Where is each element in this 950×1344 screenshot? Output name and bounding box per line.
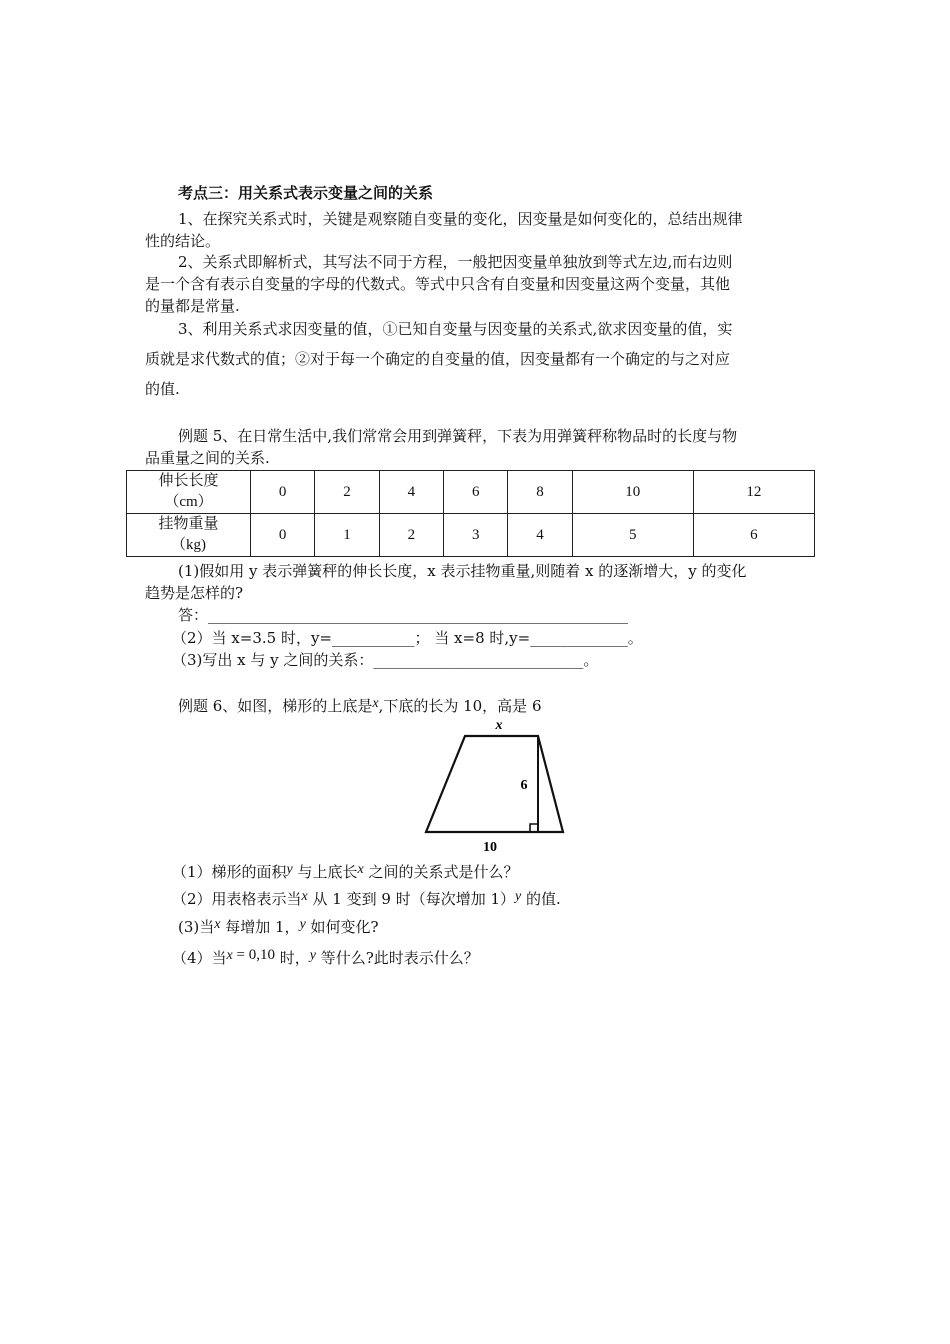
top-base-label: x bbox=[495, 718, 503, 733]
table-cell: 2 bbox=[379, 514, 443, 557]
table-cell: 4 bbox=[508, 514, 572, 557]
table-cell: 3 bbox=[444, 514, 508, 557]
paragraph-1-line-1: 1、在探究关系式时，关键是观察随自变量的变化，因变量是如何变化的，总结出规律 bbox=[178, 210, 743, 228]
example6-question-3: (3)当x 每增加 1，y 如何变化? bbox=[178, 917, 379, 936]
paragraph-3-line-3: 的值. bbox=[145, 380, 180, 398]
trapezoid-shape bbox=[426, 736, 563, 832]
paragraph-3-line-2: 质就是求代数式的值；②对于每一个确定的自变量的值，因变量都有一个确定的与之对应 bbox=[145, 350, 731, 368]
paragraph-1-line-2: 性的结论。 bbox=[145, 232, 221, 250]
table-header-weight: 挂物重量 （kg) bbox=[127, 514, 251, 557]
bottom-base-label: 10 bbox=[483, 840, 497, 855]
example5-question-1-line-1: (1)假如用 y 表示弹簧秤的伸长长度，x 表示挂物重量,则随着 x 的逐渐增大，y 的变化 bbox=[178, 562, 747, 580]
example6-question-1: （1）梯形的面积y 与上底长x 之间的关系式是什么？ bbox=[172, 862, 519, 881]
table-cell: 12 bbox=[693, 471, 814, 514]
paragraph-2-line-3: 的量都是常量. bbox=[145, 297, 240, 315]
example5-question-3: （3)写出 x 与 y 之间的关系：____________________________。 bbox=[172, 651, 599, 669]
variable-x: x bbox=[372, 696, 379, 711]
example5-question-1-line-2: 趋势是怎样的? bbox=[145, 584, 244, 602]
paragraph-2-line-2: 是一个含有表示自变量的字母的代数式。等式中只含有自变量和因变量这两个变量，其他 bbox=[145, 275, 731, 293]
table-cell: 2 bbox=[315, 471, 379, 514]
table-header-length: 伸长长度 （cm） bbox=[127, 471, 251, 514]
height-label: 6 bbox=[520, 778, 528, 793]
spring-scale-table bbox=[126, 470, 815, 557]
table-cell: 6 bbox=[693, 514, 814, 557]
example6-intro: 例题 6、如图，梯形的上底是x,下底的长为 10，高是 6 bbox=[178, 696, 542, 715]
table-cell: 8 bbox=[508, 471, 572, 514]
example6-question-4: （4）当x = 0,10 时，y 等什么?此时表示什么？ bbox=[172, 947, 479, 967]
example5-line-2: 品重量之间的关系. bbox=[145, 449, 270, 467]
table-cell: 1 bbox=[315, 514, 379, 557]
table-cell: 0 bbox=[251, 514, 315, 557]
table-cell: 6 bbox=[444, 471, 508, 514]
table-cell: 0 bbox=[251, 471, 315, 514]
right-angle-mark bbox=[530, 824, 538, 832]
section-title: 考点三：用关系式表示变量之间的关系 bbox=[178, 184, 434, 202]
trapezoid-figure bbox=[420, 716, 570, 856]
table-cell: 4 bbox=[379, 471, 443, 514]
example6-question-2: （2）用表格表示当x 从 1 变到 9 时（每次增加 1）y 的值. bbox=[172, 889, 561, 908]
example5-line-1: 例题 5、在日常生活中,我们常常会用到弹簧秤，下表为用弹簧秤称物品时的长度与物 bbox=[178, 427, 738, 445]
table-row bbox=[127, 471, 815, 514]
example5-answer-line: 答：________________________________________________________ bbox=[178, 606, 629, 624]
paragraph-3-line-1: 3、利用关系式求因变量的值，①已知自变量与因变量的关系式,欲求因变量的值，实 bbox=[178, 320, 733, 338]
table-cell: 5 bbox=[572, 514, 693, 557]
table-row bbox=[127, 514, 815, 557]
table-cell: 10 bbox=[572, 471, 693, 514]
paragraph-2-line-1: 2、关系式即解析式，其写法不同于方程，一般把因变量单独放到等式左边,而右边则 bbox=[178, 253, 733, 271]
example5-question-2: （2）当 x=3.5 时，y=___________； 当 x=8 时,y=_____________。 bbox=[172, 629, 643, 647]
